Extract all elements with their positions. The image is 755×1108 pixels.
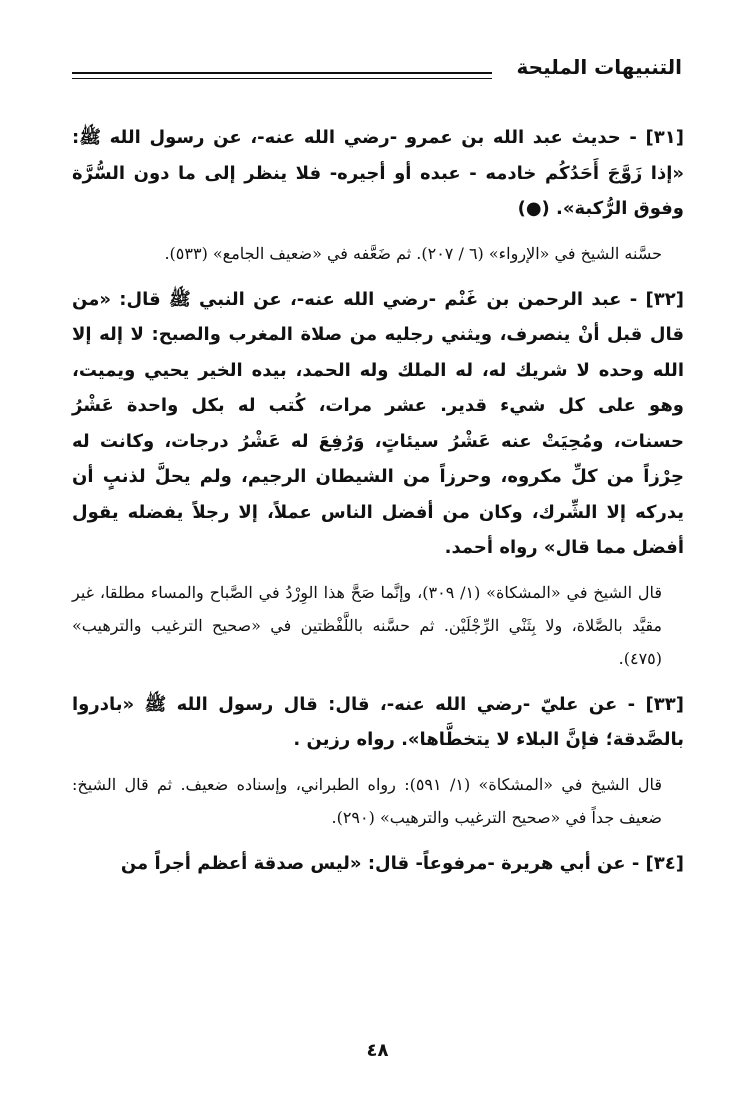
page-number: ٤٨: [366, 1040, 389, 1061]
header-rule: [72, 72, 492, 74]
page-content: [72, 120, 684, 891]
hadith-31-text: [٣١] - حديث عبد الله بن عمرو -رضي الله عنه-، عن رسول الله ﷺ: «إذا زَوَّجَ أَحَدُكُم خادمه - عبده أو أجيره- فلا ينظر إلى ما دون السُّرَّة وفوق الرُّكبة». (●): [72, 127, 684, 219]
hadith-33-note: قال الشيخ في «المشكاة» (١/ ٥٩١): رواه الطبراني، وإسناده ضعيف. ثم قال الشيخ: ضعيف جداً في «صحيح الترغيب والترهيب» (٢٩٠).: [72, 774, 662, 827]
hadith-31-note: حسَّنه الشيخ في «الإرواء» (٦ / ٢٠٧). ثم ضَعَّفه في «ضعيف الجامع» (٥٣٣).: [164, 243, 662, 263]
hadith-32-text: [٣٢] - عبد الرحمن بن غَنْم -رضي الله عنه-، عن النبي ﷺ قال: «من قال قبل أنْ ينصرف، ويثني رجليه من صلاة المغرب والصبح: لا إله إلا الله وحده لا شريك له، له الملك وله الحمد، بيده الخير يحيي ويميت، وهو على كل شيء قدير. عشر مرات، كُتب له بكل واحدة عَشْرُ حسنات، ومُحِيَتْ عنه عَشْرُ سيئاتٍ، وَرُفِعَ له عَشْرُ درجات، وكانت له حِرْزاً من كلِّ مكروه، وحرزاً من الشيطان الرجيم، ولم يحلَّ لذنبٍ أن يدركه إلا الشِّرك، وكان من أفضل الناس عملاً، إلا رجلاً يفضله يقول أفضل مما قال» رواه أحمد.: [72, 288, 684, 558]
header-rule-thin: [72, 78, 492, 79]
header-title: التنبيهات المليحة: [516, 55, 682, 79]
running-header: [72, 54, 682, 84]
hadith-33-text: [٣٣] - عن عليّ -رضي الله عنه-، قال: قال رسول الله ﷺ «بادروا بالصَّدقة؛ فإنَّ البلاء لا يتخطَّاها». رواه رزين .: [72, 693, 684, 750]
hadith-32-note: قال الشيخ في «المشكاة» (١/ ٣٠٩)، وإنَّما صَحَّ هذا الوِرْدُ في الصَّباح والمساء مطلقا، غير مقيَّد بالصَّلاة، ولا بِثَنْي الرِّجْلَيْن. ثم حسَّنه باللَّفْظتين في «صحيح الترغيب والترهيب» (٤٧٥).: [72, 582, 663, 668]
hadith-34-text: [٣٤] - عن أبي هريرة -مرفوعاً- قال: «ليس صدقة أعظم أجراً من: [120, 852, 684, 874]
